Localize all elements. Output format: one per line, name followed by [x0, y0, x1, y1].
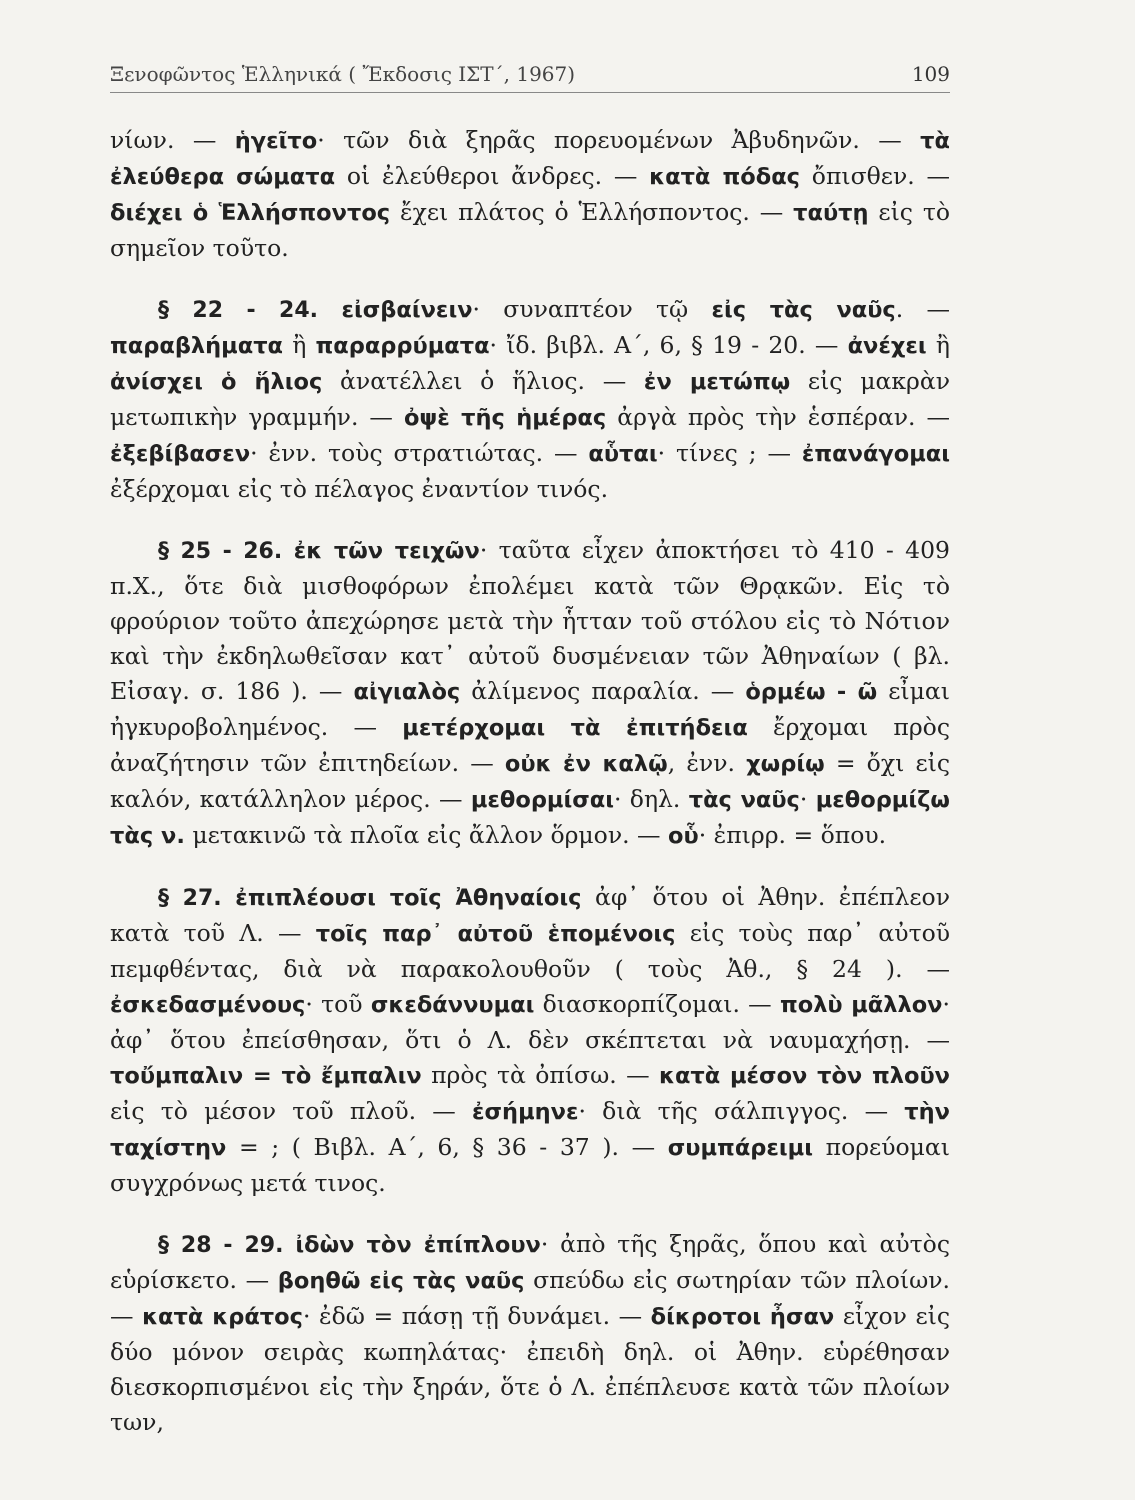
gloss-text: εἰς τὸ σημεῖον τοῦτο. — [110, 198, 950, 262]
commentary-body — [110, 123, 950, 1440]
lemma: τοὔμπαλιν = τὸ ἔμπαλιν — [110, 1063, 422, 1089]
lemma: τοῖς παρ᾽ αὐτοῦ ἑπομένοις — [315, 921, 676, 947]
lemma: μεθορμίζω τὰς ν. — [110, 787, 950, 849]
gloss-text: οἱ ἐλεύθεροι ἄνδρες. — — [335, 162, 650, 190]
gloss-text: ἢ — [926, 331, 950, 359]
commentary-paragraph — [110, 123, 950, 266]
book-page — [110, 62, 950, 1440]
lemma: μετέρχομαι τὰ ἐπιτήδεια — [402, 715, 748, 741]
gloss-text: · ἴδ. βιβλ. Α΄, 6, § 19 - 20. — — [489, 331, 848, 359]
gloss-text: · διὰ τῆς σάλπιγγος. — — [578, 1097, 905, 1125]
lemma: πολὺ μᾶλλον — [779, 992, 943, 1018]
lemma: ὀψὲ τῆς ἡμέρας — [403, 405, 607, 431]
lemma: ταύτῃ — [793, 200, 869, 226]
gloss-text: · ἐνν. τοὺς στρατιώτας. — — [250, 439, 589, 467]
gloss-text: · συναπτέον τῷ — [472, 295, 712, 323]
gloss-text: ἔρχομαι πρὸς ἀναζήτησιν τῶν ἐπιτηδείων. — — [110, 713, 950, 777]
lemma: οὐκ ἐν καλῷ — [504, 751, 668, 777]
gloss-text: = ὄχι εἰς καλόν, κατάλληλον μέρος. — — [110, 749, 951, 813]
lemma: τὴν ταχίστην — [110, 1099, 950, 1161]
gloss-text: νίων. — — [110, 126, 235, 154]
lemma: ἰδὼν τὸν ἐπίπλουν — [295, 1232, 541, 1258]
lemma: αἰγιαλὸς — [353, 679, 461, 705]
gloss-text: · δηλ. — [614, 785, 689, 813]
commentary-paragraph — [110, 292, 950, 507]
lemma: ἐσκεδασμένους — [110, 992, 306, 1018]
lemma: οὗ — [668, 823, 699, 849]
lemma: κατὰ πόδας — [649, 164, 801, 190]
gloss-text: πρὸς τὰ ὀπίσω. — — [421, 1061, 659, 1089]
gloss-text: . — — [895, 295, 950, 323]
gloss-text: σπεύδω εἰς σωτηρίαν τῶν πλοίων. — — [110, 1266, 950, 1330]
commentary-paragraph — [110, 1227, 950, 1440]
gloss-text: ἐξέρχομαι εἰς τὸ πέλαγος ἐναντίον τινός. — [110, 475, 609, 503]
gloss-text: ἀλίμενος παραλία. — — [460, 677, 746, 705]
gloss-text: ἢ — [283, 331, 316, 359]
gloss-text: ἔχει πλάτος ὁ Ἑλλήσποντος. — — [390, 198, 794, 226]
gloss-text: · — [799, 785, 816, 813]
lemma: διέχει ὁ Ἑλλήσποντος — [110, 200, 391, 226]
lemma: ἀνέχει — [847, 333, 927, 359]
lemma: κατὰ κράτος — [142, 1304, 303, 1330]
gloss-text: = ; ( Βιβλ. Α΄, 6, § 36 - 37 ). — — [226, 1133, 668, 1161]
gloss-text: · τῶν διὰ ξηρᾶς πορευομένων Ἀβυδηνῶν. — — [317, 126, 921, 154]
gloss-text: ἀφ᾽ ὅτου οἱ Ἀθην. ἐπέπλεον κατὰ τοῦ Λ. — — [110, 883, 950, 947]
gloss-text: εἶχον εἰς δύο μόνον σειρὰς κωπηλάτας· ἐπειδὴ δηλ. οἱ Ἀθην. εὑρέθησαν διεσκορπισμένοι εἰς τὴν ξηράν, ὅτε ὁ Λ. ἐπέπλευσε κατὰ τῶν πλοίων των, — [110, 1302, 950, 1436]
page-number: 109 — [911, 62, 950, 86]
lemma: ἐξεβίβασεν — [110, 441, 251, 467]
gloss-text: εἰς τὸ μέσον τοῦ πλοῦ. — — [110, 1097, 472, 1125]
commentary-paragraph — [110, 880, 950, 1201]
lemma: ἀνίσχει ὁ ἥλιος — [110, 369, 323, 395]
section-reference: § 25 - 26. — [158, 539, 294, 564]
lemma: ἐν μετώπῳ — [643, 369, 791, 395]
gloss-text: εἰς μακρὰν μετωπικὴν γραμμήν. — — [110, 367, 950, 431]
lemma: εἰς τὰς ναῦς — [711, 297, 896, 323]
lemma: ἐπιπλέουσι τοῖς Ἀθηναίοις — [235, 885, 582, 911]
lemma: παραβλήματα — [110, 333, 284, 359]
lemma: βοηθῶ εἰς τὰς ναῦς — [277, 1268, 525, 1294]
gloss-text: · τοῦ — [305, 990, 371, 1018]
lemma: συμπάρειμι — [667, 1135, 814, 1161]
lemma: ἐπανάγομαι — [801, 441, 950, 467]
gloss-text: · ἐπιρρ. = ὅπου. — [698, 821, 887, 849]
lemma: ἐκ τῶν τειχῶν — [293, 538, 480, 564]
lemma: εἰσβαίνειν — [341, 297, 473, 323]
lemma: τὰς ναῦς — [688, 787, 800, 813]
gloss-text: διασκορπίζομαι. — — [534, 990, 780, 1018]
running-header — [110, 62, 950, 93]
gloss-text: ἀνατέλλει ὁ ἥλιος. — — [322, 367, 644, 395]
lemma: δίκροτοι ἦσαν — [650, 1304, 835, 1330]
gloss-text: πορεύομαι συγχρόνως μετά τινος. — [110, 1133, 951, 1197]
gloss-text: · ἀφ᾽ ὅτου ἐπείσθησαν, ὅτι ὁ Λ. δὲν σκέπτεται νὰ ναυμαχήσῃ. — — [110, 990, 950, 1054]
lemma: κατὰ μέσον τὸν πλοῦν — [658, 1063, 950, 1089]
lemma: αὗται — [588, 441, 658, 467]
lemma: ἐσήμηνε — [472, 1099, 579, 1125]
lemma: παραρρύματα — [315, 333, 490, 359]
gloss-text: μετακινῶ τὰ πλοῖα εἰς ἄλλον ὅρμον. — — [184, 821, 669, 849]
lemma: μεθορμίσαι — [470, 787, 615, 813]
gloss-text: ἀργὰ πρὸς τὴν ἑσπέραν. — — [606, 403, 950, 431]
running-title: Ξενοφῶντος Ἑλληνικά ( Ἔκδοσις ΙΣΤ΄, 1967) — [110, 62, 576, 86]
gloss-text: · ἐδῶ = πάσῃ τῇ δυνάμει. — — [302, 1302, 651, 1330]
lemma: χωρίῳ — [746, 751, 825, 777]
lemma: σκεδάννυμαι — [370, 992, 535, 1018]
gloss-text: ὄπισθεν. — — [800, 162, 950, 190]
gloss-text: εἰς τοὺς παρ᾽ αὐτοῦ πεμφθέντας, διὰ νὰ παρακολουθοῦν ( τοὺς Ἀθ., § 24 ). — — [110, 919, 951, 983]
gloss-text: · ταῦτα εἶχεν ἀποκτήσει τὸ 410 - 409 π.Χ., ὅτε διὰ μισθοφόρων ἐπολέμει κατὰ τῶν Θρᾳκῶν. Εἰς τὸ φρούριον τοῦτο ἀπεχώρησε μετὰ τὴν ἧτταν τοῦ στόλου εἰς τὸ Νότιον καὶ τὴν ἐκδηλωθεῖσαν κατ᾽ αὐτοῦ δυσμένειαν τῶν Ἀθηναίων ( βλ. Εἰσαγ. σ. 186 ). — — [110, 536, 950, 705]
lemma: ἡγεῖτο — [234, 128, 318, 154]
gloss-text: εἶμαι ἠγκυροβολημένος. — — [110, 677, 950, 741]
lemma: ὁρμέω - ῶ — [745, 679, 878, 705]
section-reference: § 28 - 29. — [158, 1233, 296, 1258]
gloss-text: · τίνες ; — — [657, 439, 802, 467]
lemma: τὰ ἐλεύθερα σώματα — [110, 128, 950, 190]
gloss-text: , ἐνν. — [667, 749, 747, 777]
commentary-paragraph — [110, 533, 950, 854]
gloss-text: · ἀπὸ τῆς ξηρᾶς, ὅπου καὶ αὐτὸς εὑρίσκετο. — — [110, 1230, 950, 1294]
section-reference: § 22 - 24. — [158, 298, 342, 323]
section-reference: § 27. — [158, 886, 236, 911]
